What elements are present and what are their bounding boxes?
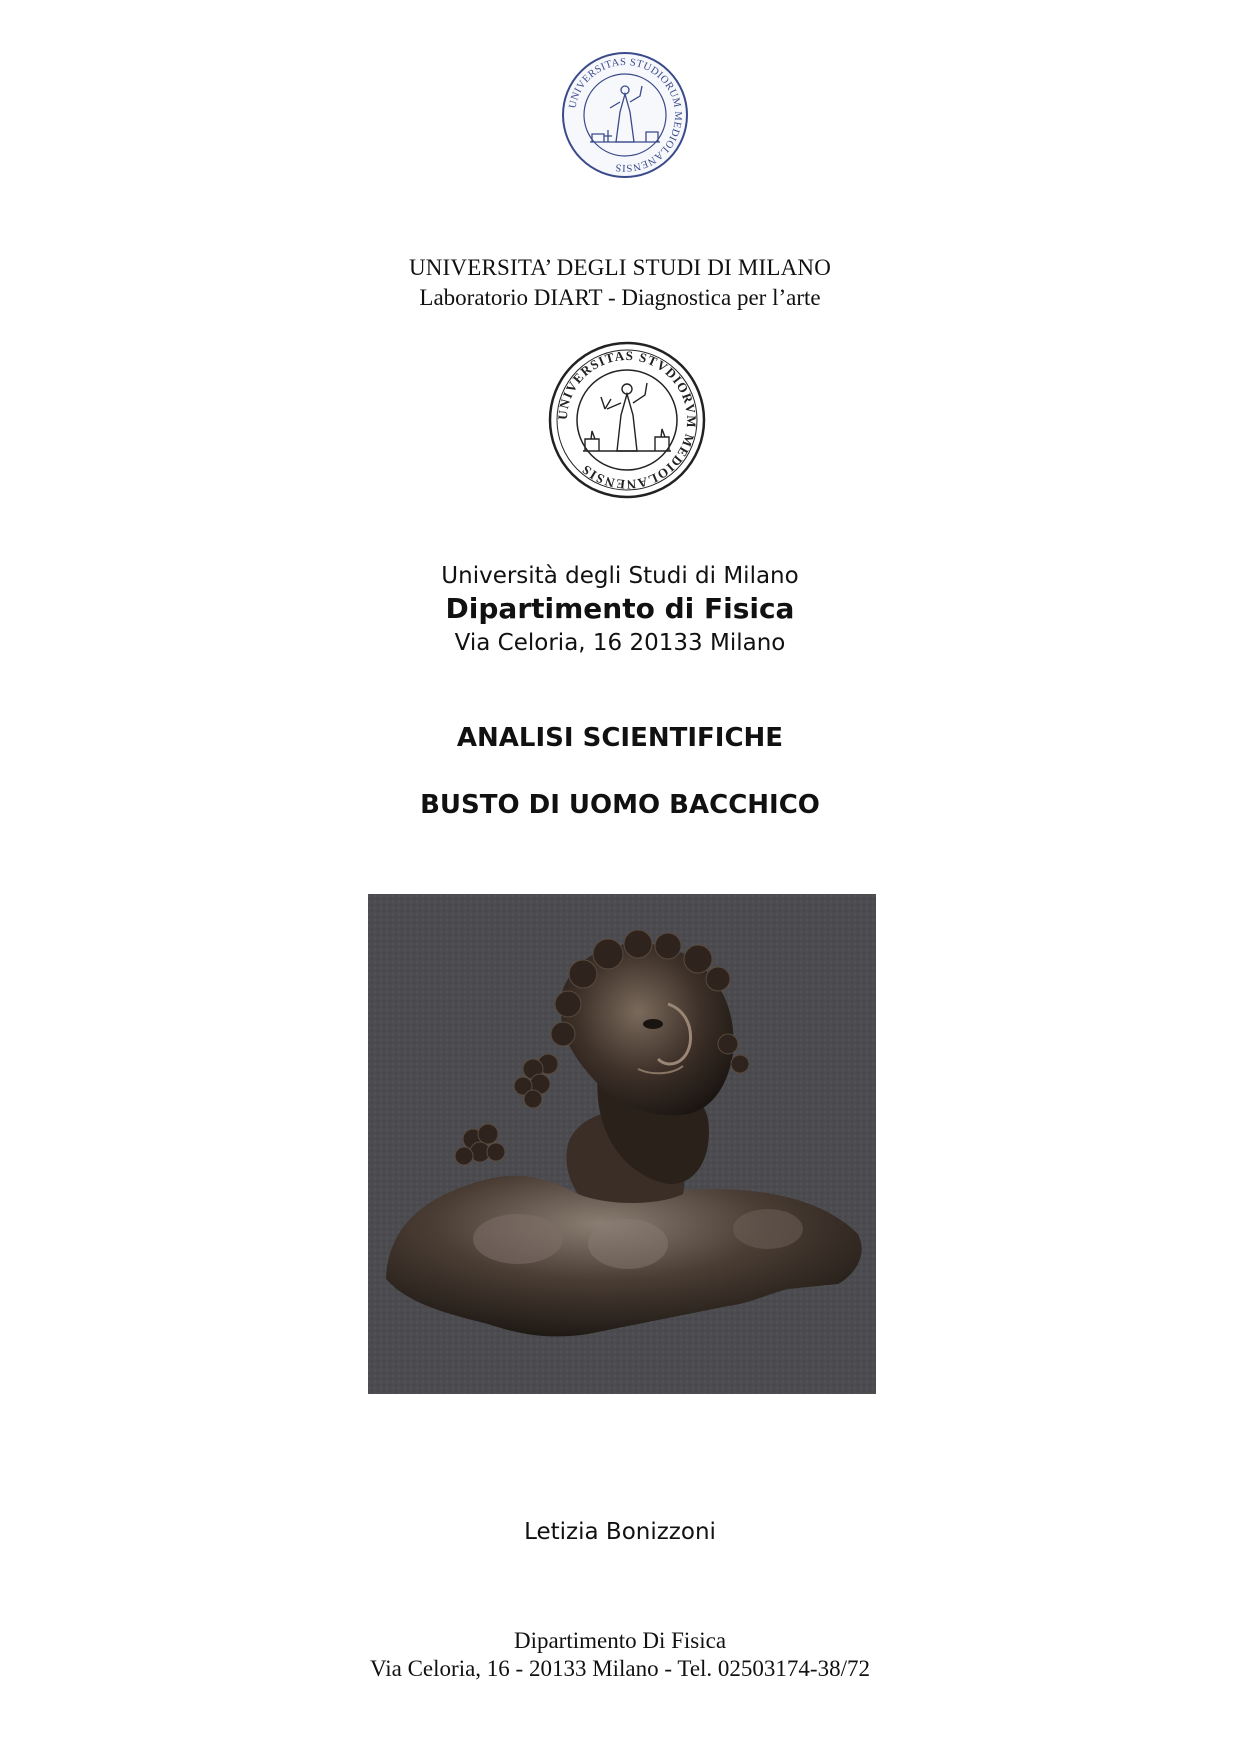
department-address: Via Celoria, 16 20133 Milano	[454, 630, 786, 656]
university-seal-top-icon	[560, 50, 690, 180]
laboratory-name-header: Laboratorio DIART - Diagnostica per l’arte	[419, 285, 821, 310]
bronze-bust-photo	[368, 894, 876, 1394]
seal-ring-text: UNIVERSITAS STUDIORUM MEDIOLANENSIS	[567, 56, 684, 174]
author-name: Letizia Bonizzoni	[524, 1519, 716, 1545]
department-name: Dipartimento di Fisica	[445, 592, 795, 625]
report-title: ANALISI SCIENTIFICHE	[456, 723, 784, 753]
seal-ring-text: UNIVERSITAS STVDIORVM MEDIOLANENSIS	[554, 347, 700, 493]
footer-department: Dipartimento Di Fisica	[513, 1628, 727, 1653]
report-subject: BUSTO DI UOMO BACCHICO	[420, 790, 820, 820]
footer-address: Via Celoria, 16 - 20133 Milano - Tel. 02503174-38/72	[370, 1656, 870, 1681]
university-name-header: UNIVERSITA’ DEGLI STUDI DI MILANO	[408, 255, 832, 280]
department-university: Università degli Studi di Milano	[441, 563, 799, 589]
university-seal-middle-icon	[547, 339, 707, 501]
